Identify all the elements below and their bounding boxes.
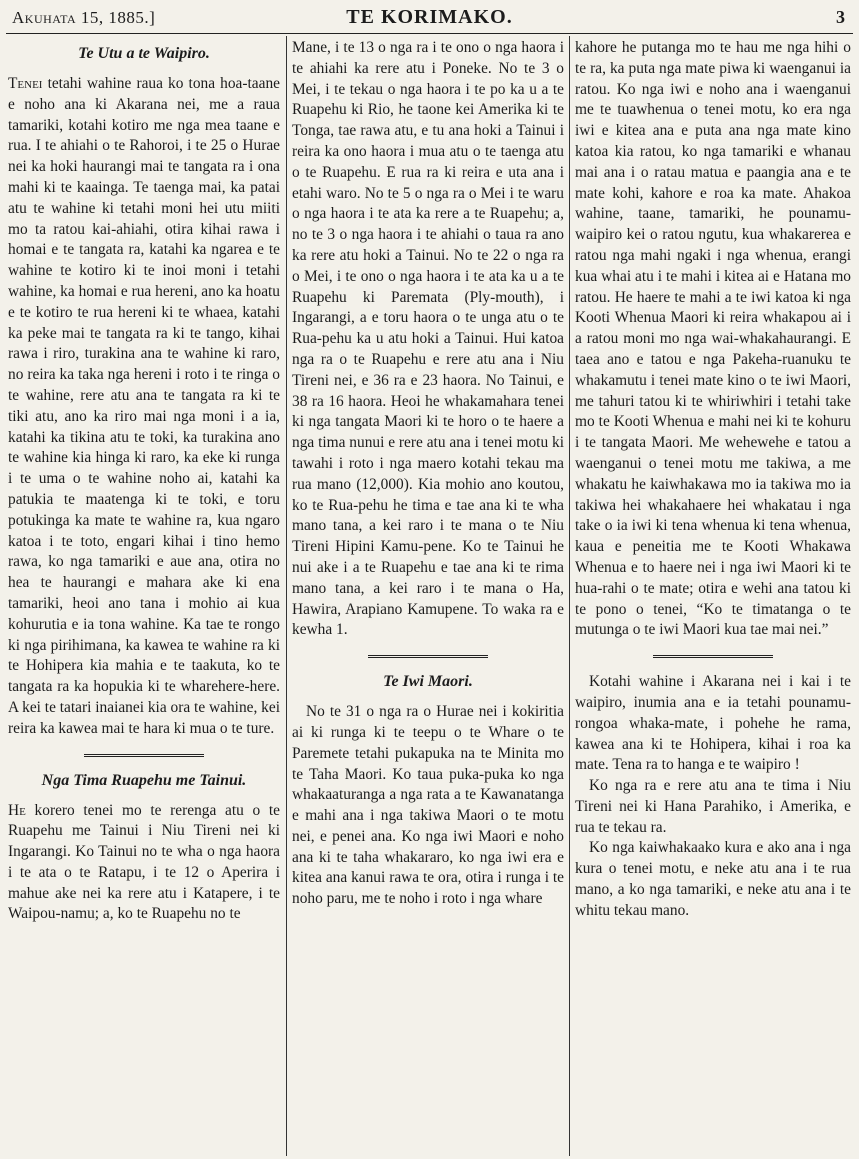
article-body [8, 801, 280, 926]
news-paragraph: Ko nga ra e rere atu ana te tima i Niu Tireni nei ki Hana Parahiko, i Amerika, e rua te tekau ra. [575, 777, 851, 836]
column-divider [569, 36, 570, 1156]
article-heading: Te Iwi Maori. [383, 673, 473, 691]
article-heading: Nga Tima Ruapehu me Tainui. [41, 771, 247, 789]
section-separator [368, 655, 488, 658]
article-body [8, 74, 280, 740]
column-3 [575, 38, 851, 1156]
column-1 [8, 38, 280, 1156]
article-body-continued: Mane, i te 13 o nga ra i te ono o nga haora i te ahiahi ka rere atu i Poneke. No te 3 o Mei, i te tekau o nga haora i te po ka u a te Ruapehu ki Rio, he taone kei Amerika ki te Tonga, tae rawa atu, e tu ana hoki a Tainui i reira ka ono haora i mua atu o te taenga atu o te Ruapehu. E rua ra ki reira e uta ana i etahi waro. No te 5 o nga ra o Mei i te waru o nga haora i te ata ka rere a te Ruapehu; a, no te 3 o nga haora i te ahiahi o taua ra ano ka rere atu hoki a Tainui. No te 22 o nga ra o Mei, i te ono o nga haora i te ata ka u a te Ruapehu ki Paremata (Ply-mouth), i Ingarangi, a e toru haora o te unga atu o te Rua-pehu ka u atu hoki a Tainui. Hui katoa nga ra o te Ruapehu e rere atu ana i Niu Tireni nei, e 36 ra e 23 haora. No Tainui, e 38 ra 16 haora. Heoi he whakamahara tenei ki nga tangata Maori ki te horo o te haere a nga tima nunui e rere atu ana i tenei motu ki tawahi i roto i nga maero kotahi tekau ma rua mano (12,000). Kia mohio ano koutou, ko te Rua-pehu he tima e tae ana ki te wha mano tana, a kei raro i te mana o te Niu Tireni Hipini Kamu-pene. Ko te Tainui he nui ake i a te Ruapehu e tae ana ki te rima mano tana, a kei raro i te mana o Ha, Hawira, Arapiano Kamupene. To waka ra e kewha 1. [292, 39, 564, 639]
newspaper-title: TE KORIMAKO. [346, 6, 513, 28]
lead-word: Tenei [8, 75, 43, 92]
lead-word: He [8, 801, 26, 819]
page-number: 3 [836, 7, 845, 27]
column-2 [292, 38, 564, 1156]
section-separator [84, 754, 204, 757]
article-text: tetahi wahine raua ko tona hoa-taane e noho ana ki Akarana nei, me a raua tamariki, kotahi kotiro me nga mea taane e rua. I te ahiahi o te Rahoroi, i te 25 o Hurae nei ka hoki haurangi mai te tangata ra i ona mahi ki te kaainga. Te taenga mai, ka patai atu te wahine ki tetahi moni hei utu miiti mo ta ratou kai-ahiahi, otira kihai rawa i homai e te tangata ra, katahi ka ngarea e te wahine te kotiro ki te inoi moni i tetahi wahine, ka homai e rua hereni, ano ka hoatu e te kotiro te rua hereni ki te whaea, katahi ka peke mai te tangata ra ki te tango, kihai rawa i riro, turakina ana te wahine ki raro, no reira ka taka nga hereni i roto i te ringa o te wahine, rere atu ana te tangata ra ki te tiki atu, ano ka riro mai nga moni i a ia, katahi ka tikina atu te toki, ka turakina ano te wahine kia hinga ki raro, ka eke ki runga i te uma o te wahine noho ai, katahi ka patukia te maatenga ki te toki, e toru potukinga ka mate te wahine ra, kua ngaro katoa i te toto, engari kihai i tino hemo rawa, ko nga tamariki e aue ana, otira no hea te haurangi e mahara ake ki ena tamariki, heoi ano tana i mohio ai kua kohurutia e ia tona wahine. Ka tae te rongo ki nga pirihimana, ka kawea te wahine ra ki te Hohipera kia mahia e te taakuta, ko te tangata ra ka hopukia ki te wharehere-here. A kei te tatari inaianei kia ora te wahine, kei reira ka kawea mai te hara ki mua o te ture. [8, 75, 280, 737]
news-paragraph: Kotahi wahine i Akarana nei i kai i te waipiro, inumia ana e ia tetahi pounamu-rongoa whaka-mate, i pohehe he rama, kawea ana ki te Hohipera, kihai i roa ka mate. Tena ra to hanga e te waipiro ! [575, 673, 851, 774]
column-divider [286, 36, 287, 1156]
section-separator [653, 655, 773, 658]
news-paragraph: Ko nga kaiwhakaako kura e ako ana i nga kura o tenei motu, e neke atu ana i te rua mano, a ko nga tamariki, e neke atu ana i te whitu tekau mano. [575, 839, 851, 919]
article-body-continued: kahore he putanga mo te hau me nga hihi o te ra, ka puta nga mate piwa ki waenganui ia ratou. Ko nga iwi e noho ana i waenganui me te tuawhenua o tenei motu, ko era nga iwi e kitea ana e puta ana nga mate kino katoa kia ratou, ko nga tamariki e whanau mai ana i o ratau matua e paangia ana e te mate kohi, kahore e roa ka mate. Ahakoa wahine, taane, tamariki, he pounamu-waipiro kei o ratou ngutu, kua whakarerea e ratou nga mahi ngaki i nga whenua, erangi kua whai atu i te mahi i kitea ai e Hatana mo ratou. He haere te mahi a te iwi katoa ki nga Kooti Whenua Maori ki reira whakapou ai i a ratou moni mo nga wai-whakahaurangi. E taea ano e tatou e nga Pakeha-ruanuku te whakamutu i tenei mate kino o te iwi Maori, me tahuri tatou ki te whiriwhiri i tetahi take mo te Kooti Whenua e mahi nei ki te kohuru i te tangata Maori. Me wehewehe e tatou a waenganui o tenei motu me takiwa, a me whakatu he kaiwhakawa mo ia takiwa mo ia takiwa hei whakahaere hei whakatau i nga take o ia iwi ki tena whenua ki tena whenua, kaua e peneitia me te Kooti Whakawa Whenua e to haere nei i nga iwi Maori ki te hua-rahi o te mate; otira e wehi ana tatou ki te pono o tenei, “Ko te timatanga o te mutunga o te iwi Maori kua tae mai nei.” [575, 39, 851, 639]
article-heading: Te Utu a te Waipiro. [78, 45, 210, 62]
article-body: No te 31 o nga ra o Hurae nei i kokiritia ai ki runga ki te teepu o te Whare o te Paremete tetahi pukapuka na te Minita mo te Taha Maori. Ko taua puka-puka ko nga whakaaturanga a nga rata a te Kawanatanga e mahi ana i nga takiwa Maori o te motu nei, e penei ana. Ko nga iwi Maori e noho ana ki te taha whakararo, ko nga iwi era e kitea ana kanui rawa te ora, otira i runga i te noho paru, me te noho i roto i nga whare [292, 703, 564, 908]
issue-date: Akuhata 15, 1885.] [12, 8, 156, 27]
masthead [0, 0, 859, 34]
article-text: korero tenei mo te rerenga atu o te Ruapehu me Tainui i Niu Tireni nei ki Ingarangi. Ko Tainui no te wha o nga haora i te ata o te Ratapu, i te 12 o Aperira i mahue ake nei ka rere atu i Katapere, i te Waipou-namu; a, ko te Ruapehu no te [8, 801, 280, 923]
header-rule [6, 33, 853, 34]
